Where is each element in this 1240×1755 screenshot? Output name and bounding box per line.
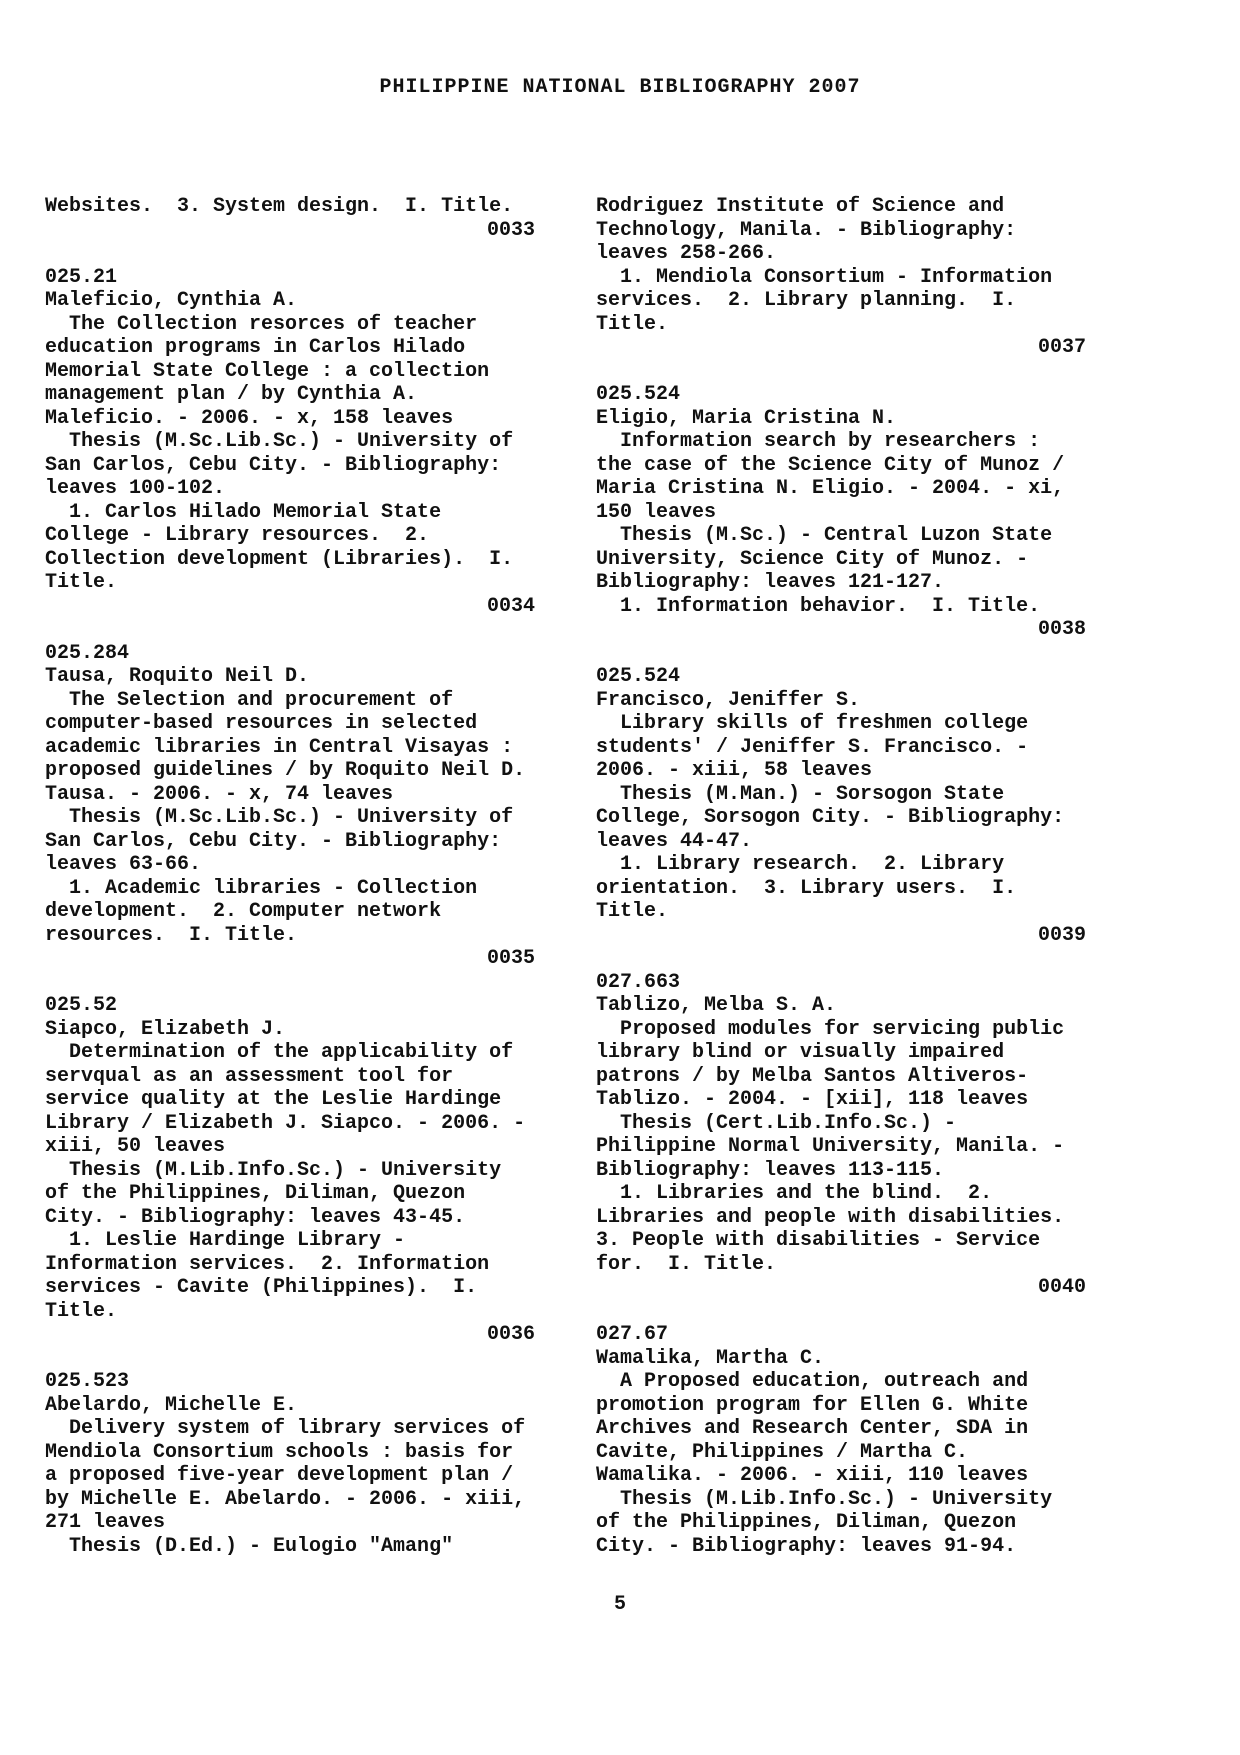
entry-tail: Websites. 3. System design. I. Title.: [45, 195, 514, 218]
entry-number: 0033: [486, 218, 535, 242]
page-number: 5: [613, 1593, 626, 1616]
entry-number: 0035: [486, 947, 535, 970]
bibliographic-entry: 025.284 Tausa, Roquito Neil D. The Selection and procurement of computer-based resources in selected academic libraries in Central Visayas : proposed guidelines / by Roquito Neil D. Tausa. - 2006. - x, 74 leaves Thesis (M.Sc.Lib.Sc.) - University of San Carlos, Cebu City. - Bibliography: leaves 63-66. 1. Academic libraries - Collection development. 2. Computer network resources. I. Title.: [45, 641, 526, 947]
bibliographic-entry: 025.52 Siapco, Elizabeth J. Determination of the applicability of servqual as an assessment tool for service quality at the Leslie Hardinge Library / Elizabeth J. Siapco. - 2006. - xiii, 50 leaves Thesis (M.Lib.Info.Sc.) - University of the Philippines, Diliman, Quezon City. - Bibliography: leaves 43-45. 1. Leslie Hardinge Library - Information services. 2. Information services - Cavite (Philippines). I. Title.: [45, 994, 526, 1323]
left-column: [45, 195, 535, 1558]
bibliographic-entry-continued: Rodriguez Institute of Science and Technology, Manila. - Bibliography: leaves 258-266. 1. Mendiola Consortium - Information services. 2. Library planning. I. Title.: [596, 195, 1053, 336]
entry-number: 0034: [486, 594, 535, 618]
entry-number: 0037: [1037, 336, 1086, 359]
page-header: PHILIPPINE NATIONAL BIBLIOGRAPHY 2007: [379, 76, 861, 99]
right-column: [596, 195, 1086, 1558]
entry-number: 0040: [1037, 1276, 1086, 1299]
bibliographic-entry: 025.523 Abelardo, Michelle E. Delivery system of library services of Mendiola Consortium schools : basis for a proposed five-year development plan / by Michelle E. Abelardo. - 2006. - xiii, 271 leaves Thesis (D.Ed.) - Eulogio "Amang": [45, 1370, 526, 1558]
entry-number: 0036: [486, 1323, 535, 1346]
bibliographic-entry: 025.21 Maleficio, Cynthia A. The Collection resorces of teacher education programs in Carlos Hilado Memorial State College : a collection management plan / by Cynthia A. Maleficio. - 2006. - x, 158 leaves Thesis (M.Sc.Lib.Sc.) - University of San Carlos, Cebu City. - Bibliography: leaves 100-102. 1. Carlos Hilado Memorial State College - Library resources. 2. Collection development (Libraries). I. Title.: [45, 265, 514, 594]
entry-number: 0039: [1037, 923, 1086, 947]
entry-number: 0038: [1037, 618, 1086, 641]
bibliographic-entry: 027.67 Wamalika, Martha C. A Proposed education, outreach and promotion program for Ellen G. White Archives and Research Center, SDA in Cavite, Philippines / Martha C. Wamalika. - 2006. - xiii, 110 leaves Thesis (M.Lib.Info.Sc.) - University of the Philippines, Diliman, Quezon City. - Bibliography: leaves 91-94.: [596, 1323, 1053, 1558]
bibliographic-entry: 025.524 Francisco, Jeniffer S. Library skills of freshmen college students' / Jeniffer S. Francisco. - 2006. - xiii, 58 leaves Thesis (M.Man.) - Sorsogon State College, Sorsogon City. - Bibliography: leaves 44-47. 1. Library research. 2. Library orientation. 3. Library users. I. Title.: [596, 665, 1065, 923]
bibliographic-entry: 025.524 Eligio, Maria Cristina N. Information search by researchers : the case of the Science City of Munoz / Maria Cristina N. Eligio. - 2004. - xi, 150 leaves Thesis (M.Sc.) - Central Luzon State University, Science City of Munoz. - Bibliography: leaves 121-127. 1. Information behavior. I. Title.: [596, 383, 1065, 618]
bibliographic-entry: 027.663 Tablizo, Melba S. A. Proposed modules for servicing public library blind or visually impaired patrons / by Melba Santos Altiveros- Tablizo. - 2004. - [xii], 118 leaves Thesis (Cert.Lib.Info.Sc.) - Philippine Normal University, Manila. - Bibliography: leaves 113-115. 1. Libraries and the blind. 2. Libraries and people with disabilities. 3. People with disabilities - Service for. I. Title.: [596, 970, 1065, 1276]
